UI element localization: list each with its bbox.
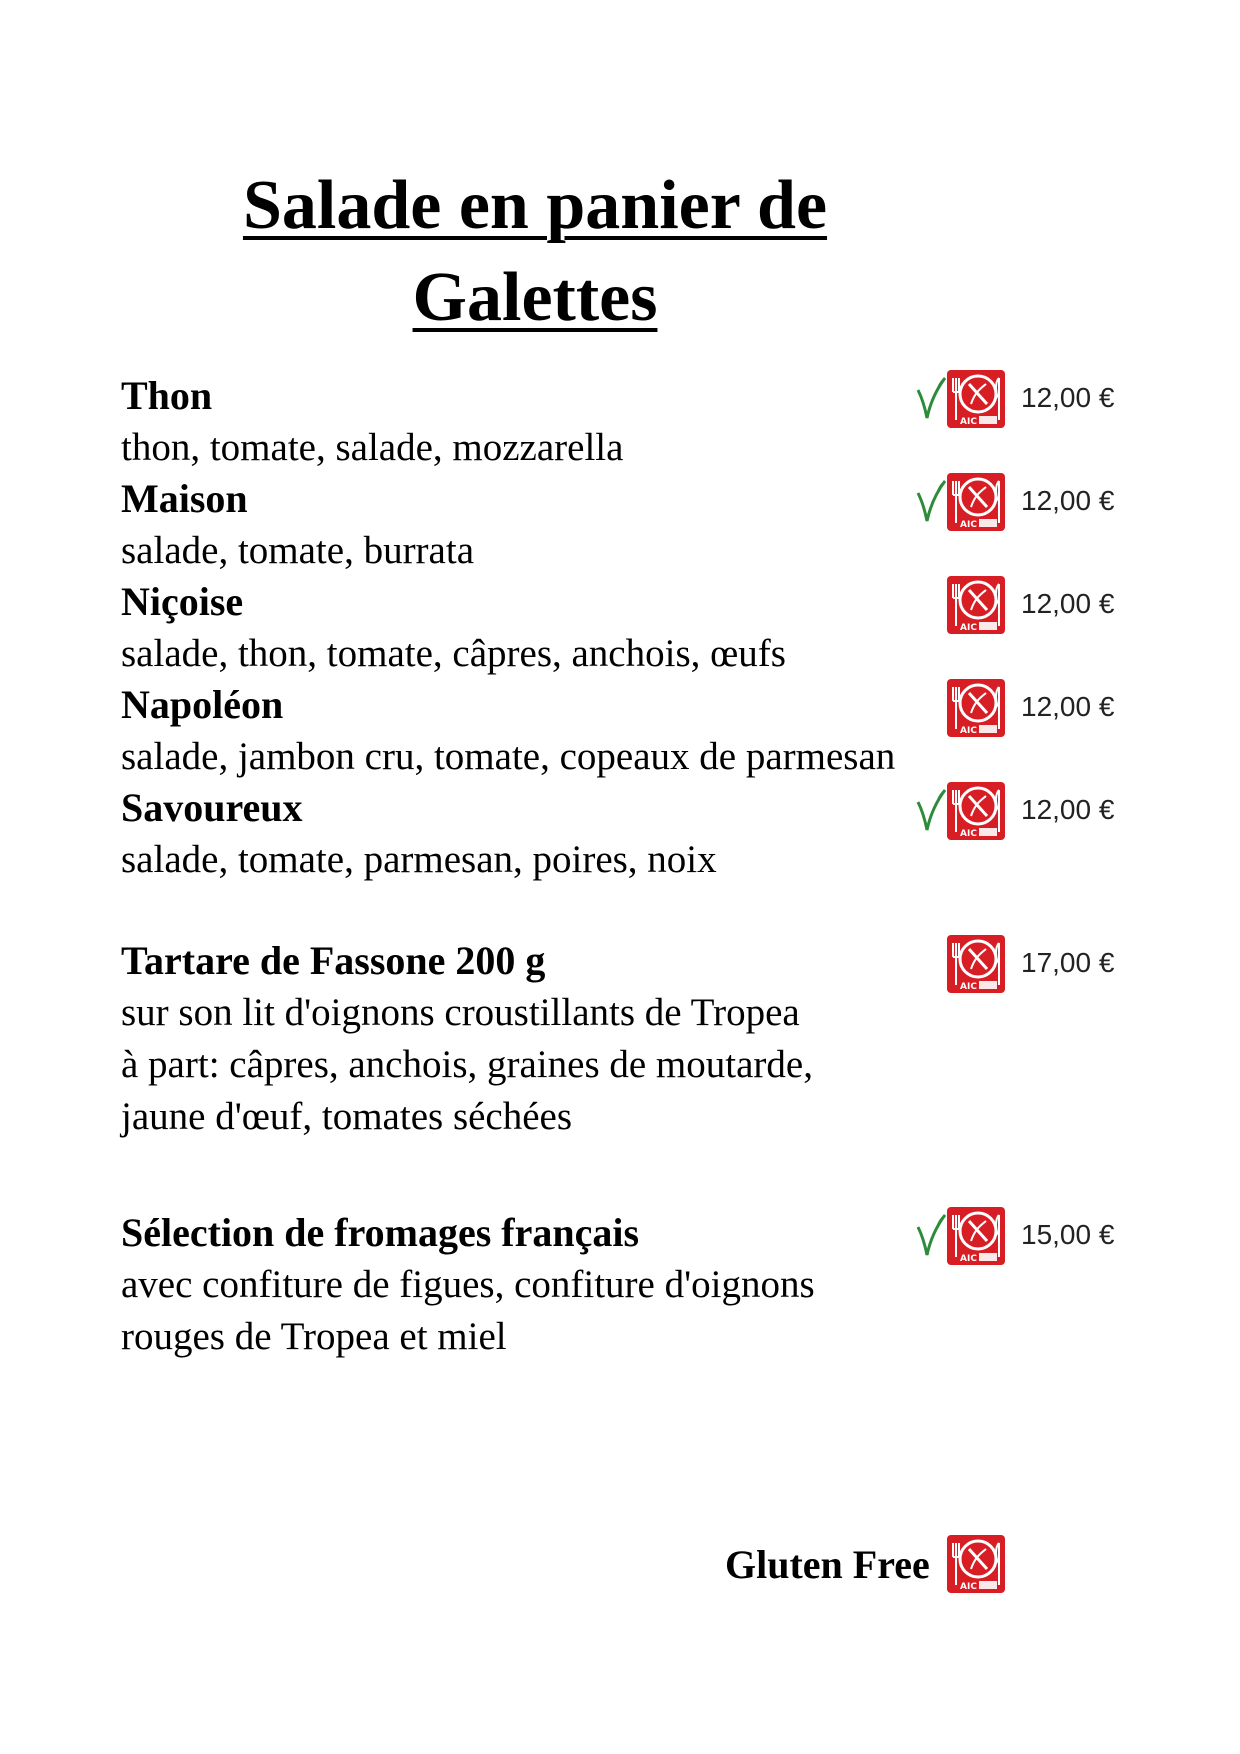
menu-item	[121, 1207, 1131, 1363]
gluten-free-icon	[947, 370, 1005, 428]
vegetarian-icon	[916, 479, 946, 523]
menu-item-name: Maison	[121, 476, 248, 521]
gluten-free-icon	[947, 935, 1005, 993]
gluten-free-legend	[700, 1535, 1110, 1595]
gluten-free-icon	[947, 1535, 1005, 1593]
menu-item-price: 12,00 €	[1021, 691, 1115, 722]
menu-item	[121, 935, 1131, 1143]
menu-item	[121, 679, 1131, 783]
menu-item-description: thon, tomate, salade, mozzarella	[121, 426, 624, 469]
menu-item-price: 12,00 €	[1021, 588, 1115, 619]
vegetarian-icon	[916, 1213, 946, 1257]
menu-item	[121, 370, 1131, 474]
svg-text:AIC: AIC	[960, 726, 977, 736]
vegetarian-icon	[916, 788, 946, 832]
menu-item-description: rouges de Tropea et miel	[121, 1315, 507, 1358]
menu-item	[121, 782, 1131, 886]
menu-title-line-1: Salade en panier de	[242, 167, 828, 244]
menu-item-name: Thon	[121, 373, 213, 418]
svg-text:AIC: AIC	[960, 417, 977, 427]
menu-item-description: salade, jambon cru, tomate, copeaux de parmesan	[121, 735, 896, 778]
menu-item-name: Napoléon	[121, 682, 284, 727]
svg-text:AIC: AIC	[960, 982, 977, 992]
menu-item-description: à part: câpres, anchois, graines de moutarde,	[121, 1043, 813, 1086]
gluten-free-icon	[947, 782, 1005, 840]
menu-item-price: 15,00 €	[1021, 1219, 1115, 1250]
menu-item-price: 12,00 €	[1021, 794, 1115, 825]
vegetarian-icon	[916, 376, 946, 420]
svg-text:AIC: AIC	[960, 520, 977, 530]
gluten-free-icon	[947, 473, 1005, 531]
menu-item-price: 12,00 €	[1021, 485, 1115, 516]
menu-item-name: Niçoise	[121, 579, 244, 624]
menu-item-price: 17,00 €	[1021, 947, 1115, 978]
svg-text:AIC: AIC	[960, 1582, 977, 1592]
menu-item-description: salade, tomate, burrata	[121, 529, 474, 572]
svg-text:AIC: AIC	[960, 1254, 977, 1264]
gluten-free-icon	[947, 679, 1005, 737]
menu-item-description: salade, thon, tomate, câpres, anchois, œufs	[121, 632, 786, 675]
menu-item-name: Tartare de Fassone 200 g	[121, 938, 546, 983]
menu-item	[121, 473, 1131, 577]
menu-item-price: 12,00 €	[1021, 382, 1115, 413]
menu-title-line-2: Galettes	[412, 259, 658, 336]
gluten-free-icon	[947, 1207, 1005, 1265]
menu-item-description: salade, tomate, parmesan, poires, noix	[121, 838, 717, 881]
menu-item-name: Sélection de fromages français	[121, 1210, 640, 1255]
menu-item-name: Savoureux	[121, 785, 303, 830]
gluten-free-legend-label: Gluten Free	[725, 1542, 930, 1587]
gluten-free-icon	[947, 576, 1005, 634]
menu-item	[121, 576, 1131, 680]
menu-item-description: sur son lit d'oignons croustillants de Tropea	[121, 991, 800, 1034]
menu-item-description: jaune d'œuf, tomates séchées	[121, 1095, 573, 1138]
menu-title	[0, 160, 1070, 344]
svg-text:AIC: AIC	[960, 623, 977, 633]
menu-item-description: avec confiture de figues, confiture d'oignons	[121, 1263, 815, 1306]
svg-text:AIC: AIC	[960, 829, 977, 839]
